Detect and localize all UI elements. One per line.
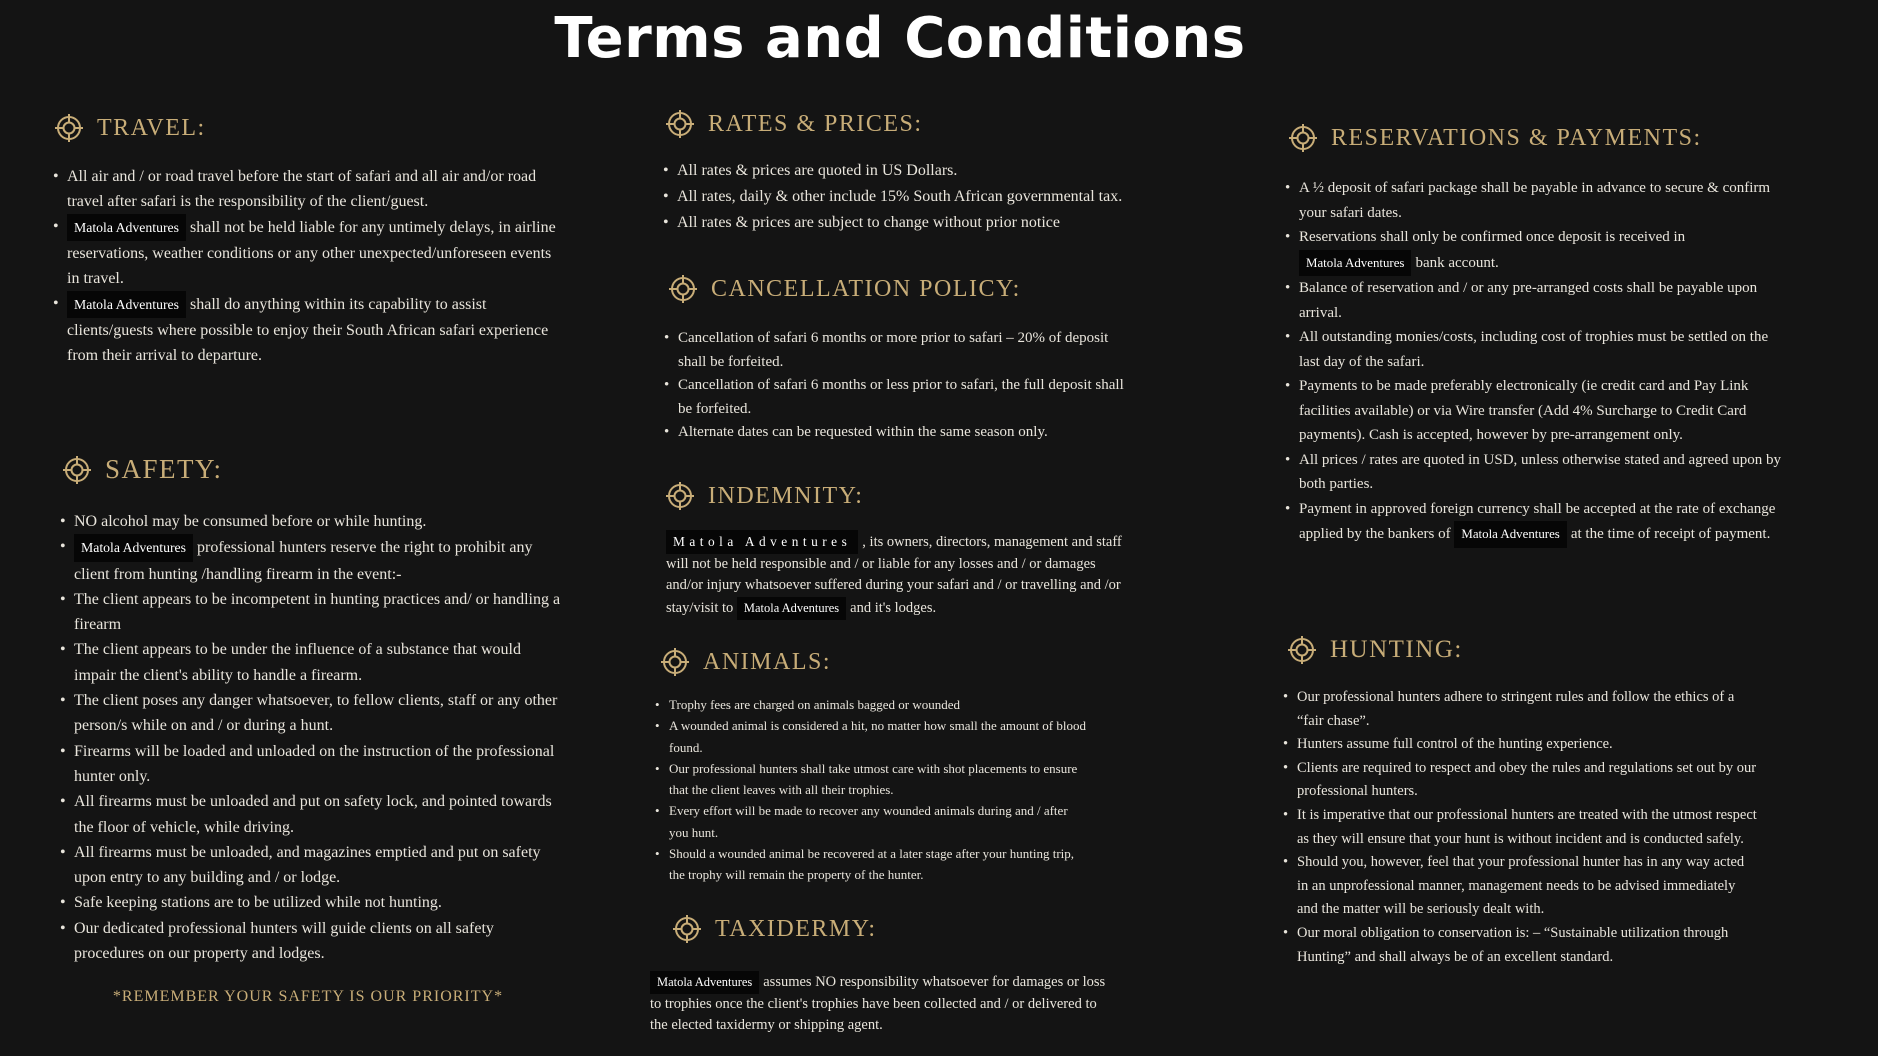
rates-list — [666, 158, 1197, 236]
list-item-text: Balance of reservation and / or any pre-arranged costs shall be payable upon arrival. — [1299, 280, 1758, 321]
list-item — [1297, 922, 1757, 969]
crosshair-icon — [63, 456, 91, 484]
list-item — [1299, 497, 1784, 548]
brand-name: Matola Adventures — [666, 530, 858, 554]
list-item — [678, 327, 1138, 374]
list-item — [1297, 686, 1757, 733]
list-item-text: All firearms must be unloaded, and magazines emptied and put on safety upon entry to any building and / or lodge. — [74, 843, 541, 887]
animals-list — [661, 694, 1089, 886]
travel-section — [55, 114, 560, 368]
list-item-text: professional hunters reserve the right to prohibit any client from hunting /handling firearm in the event:- — [74, 539, 533, 583]
crosshair-icon — [661, 648, 689, 676]
taxidermy-text: Matola Adventures assumes NO responsibility whatsoever for damages or loss to trophies once the client's trophies have been collected and / or delivered to the elected taxidermy or shipping agent. — [650, 971, 1118, 1036]
list-item-text: All rates & prices are subject to change without prior notice — [677, 214, 1060, 231]
reservations-list — [1289, 176, 1784, 548]
list-item-text: All firearms must be unloaded and put on safety lock, and pointed towards the floor of vehicle, while driving. — [74, 793, 552, 836]
indemnity-section — [666, 482, 1136, 620]
crosshair-icon — [673, 915, 701, 943]
list-item — [74, 509, 564, 534]
list-item-text: The client appears to be incompetent in hunting practices and/ or handling a firearm — [74, 590, 561, 634]
list-item-text: Hunters assume full control of the hunting experience. — [1297, 736, 1613, 753]
brand-name: Matola Adventures — [67, 291, 186, 318]
section-heading: RATES & PRICES: — [708, 110, 923, 137]
animals-section — [661, 648, 1131, 886]
section-heading: TRAVEL: — [97, 114, 206, 141]
hunting-header — [1288, 636, 1788, 664]
list-item-text: Firearms will be loaded and unloaded on the instruction of the professional hunter only. — [74, 742, 555, 785]
list-item-text: Every effort will be made to recover any wounded animals during and / after you hunt. — [669, 803, 1068, 840]
list-item — [1299, 325, 1784, 374]
list-item-text: All air and / or road travel before the start of safari and all air and/or road travel after safari is the responsibility of the client/guest. — [67, 168, 537, 210]
indemnity-header — [666, 482, 1136, 510]
list-item — [67, 291, 557, 368]
hunting-list — [1288, 686, 1757, 969]
list-item — [678, 374, 1138, 421]
section-heading: SAFETY: — [105, 454, 223, 484]
list-item — [74, 840, 564, 891]
crosshair-icon — [666, 110, 694, 138]
list-item-text: A ½ deposit of safari package shall be payable in advance to secure & confirm your safari dates. — [1299, 180, 1771, 221]
list-item — [74, 739, 564, 790]
reservations-section — [1289, 124, 1789, 548]
section-heading: ANIMALS: — [703, 648, 832, 675]
list-item-text: The client poses any danger whatsoever, to fellow clients, staff or any other person/s while on and / or during a hunt. — [74, 692, 558, 735]
list-item-text: All rates & prices are quoted in US Dollars. — [677, 162, 958, 179]
list-item-text: Our moral obligation to conservation is: – “Sustainable utilization through Hunting” and shall always be of an excellent standard. — [1297, 924, 1729, 965]
safety-priority-note: *REMEMBER YOUR SAFETY IS OUR PRIORITY* — [112, 988, 504, 1006]
list-item-text: It is imperative that our professional hunters are treated with the utmost respect as they will ensure that your hunt is without incident and is conducted safely. — [1297, 806, 1757, 847]
brand-name: Matola Adventures — [650, 971, 759, 994]
list-item-text: Payments to be made preferably electronically (ie credit card and Pay Link facilities available) or via Wire transfer (Add 4% Surcharge to Credit Card payments). Cash is accepted, however by pre-arrangement only. — [1299, 378, 1749, 443]
brand-name: Matola Adventures — [67, 214, 186, 241]
reservations-header — [1289, 124, 1789, 152]
list-item — [74, 637, 564, 688]
list-item — [677, 158, 1197, 184]
travel-list — [55, 164, 557, 368]
list-item-text: Should you, however, feel that your professional hunter has in any way acted in an unprofessional manner, management needs to be advised immediately and the matter will be seriously dealt with. — [1297, 854, 1745, 918]
list-item — [1297, 804, 1757, 851]
list-item-text: NO alcohol may be consumed before or while hunting. — [74, 513, 427, 530]
crosshair-icon — [1288, 636, 1316, 664]
section-heading: HUNTING: — [1330, 636, 1463, 663]
section-heading: TAXIDERMY: — [715, 915, 877, 942]
list-item — [669, 715, 1089, 758]
crosshair-icon — [55, 114, 83, 142]
crosshair-icon — [669, 275, 697, 303]
list-item — [67, 164, 557, 214]
list-item — [1297, 733, 1757, 757]
list-item-text: Cancellation of safari 6 months or more prior to safari – 20% of deposit shall be forfeited. — [678, 330, 1109, 370]
list-item — [74, 789, 564, 840]
list-item-text: Alternate dates can be requested within the same season only. — [678, 424, 1048, 440]
list-item-text: Clients are required to respect and obey the rules and regulations set out by our professional hunters. — [1297, 759, 1757, 800]
list-item — [669, 843, 1089, 886]
list-item-text: Our professional hunters adhere to stringent rules and follow the ethics of a “fair chase”. — [1297, 689, 1735, 729]
brand-name: Matola Adventures — [1454, 521, 1566, 548]
list-item — [74, 890, 564, 915]
list-item-text: Our professional hunters shall take utmost care with shot placements to ensure that the client leaves with all their trophies. — [669, 760, 1078, 798]
list-item — [669, 800, 1089, 843]
rates-header — [666, 110, 1186, 138]
list-item-text: All outstanding monies/costs, including cost of trophies must be settled on the last day of the safari. — [1299, 329, 1769, 370]
cancellation-list — [669, 327, 1138, 445]
animals-header — [661, 648, 1131, 676]
cancellation-header — [669, 275, 1169, 303]
list-item — [74, 688, 564, 739]
safety-list — [63, 509, 564, 966]
list-item-text: Trophy fees are charged on animals bagged or wounded — [669, 697, 960, 712]
list-item — [677, 210, 1197, 236]
brand-name: Matola Adventures — [74, 534, 193, 561]
rates-section — [666, 110, 1186, 236]
list-item-tail: bank account. — [1415, 254, 1499, 271]
section-heading: INDEMNITY: — [708, 482, 864, 509]
list-item-text: shall not be held liable for any untimely delays, in airline reservations, weather conditions or any other unexpected/unforeseen events in travel. — [67, 219, 556, 287]
list-item — [74, 534, 564, 587]
list-item — [67, 214, 557, 291]
taxidermy-section — [673, 915, 1143, 943]
page-title: Terms and Conditions — [554, 6, 1246, 71]
indemnity-text: Matola Adventures , its owners, directors, management and staff will not be held responsible and / or liable for any losses and / or damages and/or injury whatsoever suffered during your safari and / or travelling and /or stay/visit to Matola Adventures and it's lodges. — [666, 530, 1128, 620]
list-item — [74, 587, 564, 638]
section-heading: CANCELLATION POLICY: — [711, 275, 1021, 302]
crosshair-icon — [666, 482, 694, 510]
list-item — [669, 694, 1089, 715]
list-item — [1299, 225, 1784, 276]
brand-name: Matola Adventures — [737, 597, 846, 621]
list-item-text: The client appears to be under the influence of a substance that would impair the client's ability to handle a firearm. — [74, 641, 521, 684]
list-item — [74, 916, 564, 967]
crosshair-icon — [1289, 124, 1317, 152]
safety-header — [63, 454, 568, 485]
list-item-text: Reservations shall only be confirmed once deposit is received in — [1299, 229, 1686, 245]
list-item — [1299, 374, 1784, 448]
list-item-text: Should a wounded animal be recovered at a later stage after your hunting trip, the trophy will remain the property of the hunter. — [669, 846, 1075, 883]
list-item-text: Our dedicated professional hunters will guide clients on all safety procedures on our property and lodges. — [74, 919, 494, 963]
list-item — [1297, 851, 1757, 922]
list-item — [677, 184, 1197, 210]
list-item — [1299, 448, 1784, 497]
list-item — [678, 421, 1138, 445]
brand-name: Matola Adventures — [1299, 250, 1411, 277]
travel-header — [55, 114, 560, 142]
list-item-text: A wounded animal is considered a hit, no matter how small the amount of blood found. — [669, 718, 1087, 755]
list-item-text: shall do anything within its capability to assist clients/guests where possible to enjoy their South African safari experience from their arrival to departure. — [67, 296, 549, 364]
section-heading: RESERVATIONS & PAYMENTS: — [1331, 124, 1702, 151]
list-item — [1297, 757, 1757, 804]
taxidermy-header — [673, 915, 1143, 943]
safety-section — [63, 454, 568, 1006]
list-item-text: All rates, daily & other include 15% South African governmental tax. — [677, 188, 1123, 205]
list-item — [1299, 176, 1784, 225]
cancellation-section — [669, 275, 1169, 445]
hunting-section — [1288, 636, 1788, 969]
list-item — [1299, 276, 1784, 325]
list-item-text: Safe keeping stations are to be utilized while not hunting. — [74, 894, 442, 912]
list-item — [669, 758, 1089, 801]
list-item-text: Payment in approved foreign currency shall be accepted at the rate of exchange applied by the bankers of — [1299, 500, 1776, 542]
list-item-text: Cancellation of safari 6 months or less prior to safari, the full deposit shall be forfeited. — [678, 377, 1124, 417]
list-item-tail: at the time of receipt of payment. — [1570, 526, 1771, 542]
list-item-text: All prices / rates are quoted in USD, unless otherwise stated and agreed upon by both parties. — [1299, 451, 1781, 492]
